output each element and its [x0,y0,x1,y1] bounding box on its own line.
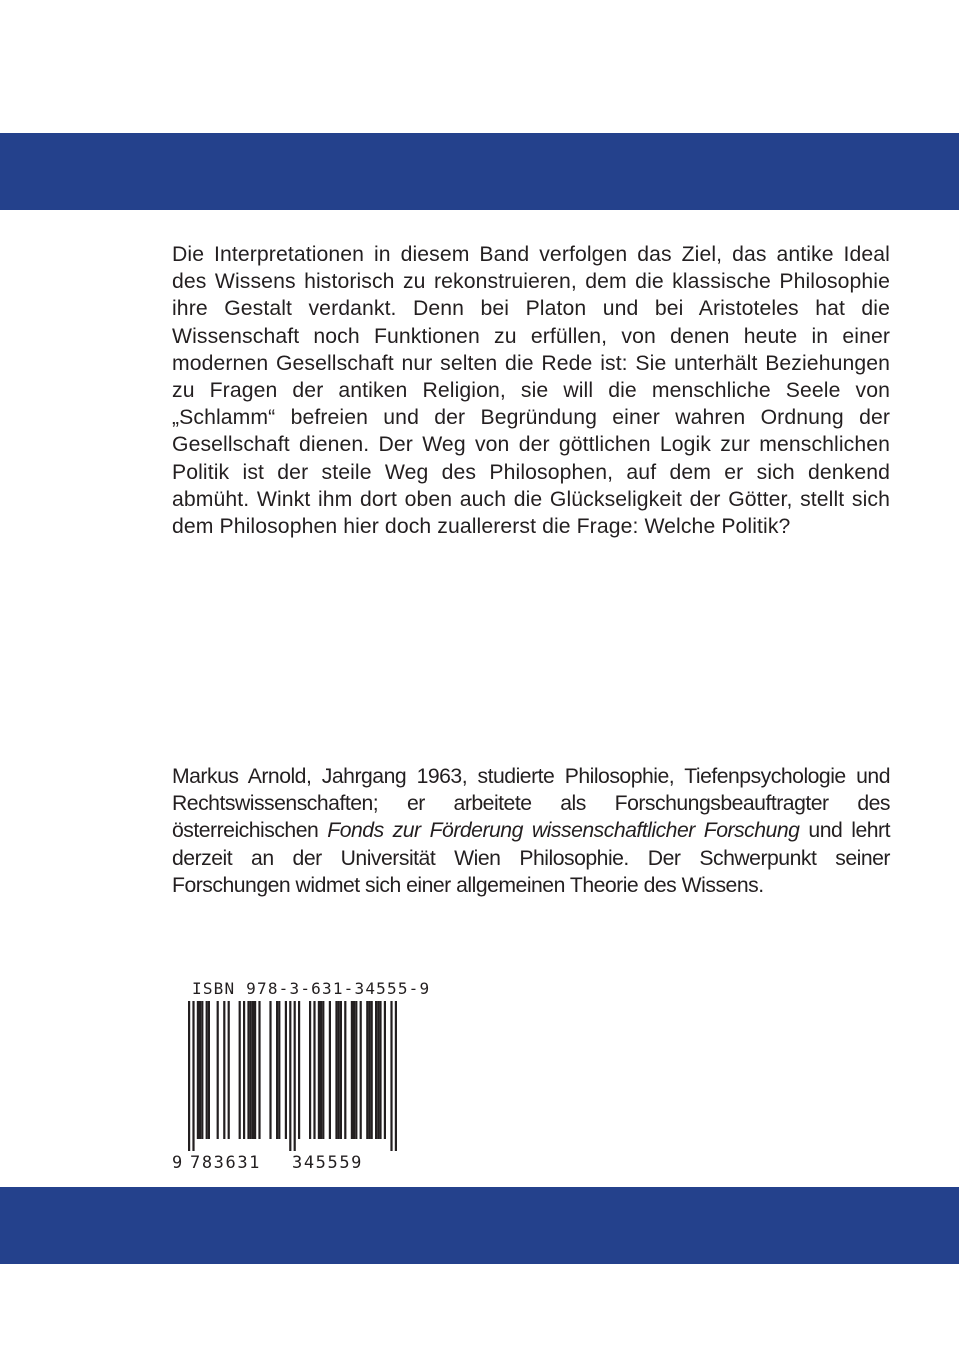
barcode-bar [276,1001,278,1139]
barcode-bar [243,1001,245,1139]
author-bio-text-start: Markus Arnold, Jahrgang 1963, studierte Philosophie, Tiefenpsychologie und Rechtswissenschaften; er arbeitete als Forschungsbeauftragter des österreichischen [172,765,890,843]
barcode-digits [170,1153,402,1174]
barcode-bar [208,1001,210,1139]
barcode-bar [197,1001,199,1139]
barcode-bar [201,1001,203,1139]
barcode-bar [384,1001,386,1139]
barcode-bar [278,1001,280,1139]
barcode-bar [390,1001,392,1151]
barcode-bar [351,1001,353,1139]
barcode-bar [285,1001,287,1139]
barcode-bar [318,1001,320,1139]
barcode-bar [355,1001,357,1139]
barcode-bar [223,1001,225,1139]
barcode-bar [344,1001,346,1139]
barcode-bar [366,1001,368,1139]
barcode-bar [368,1001,370,1139]
barcode-first-digit: 9 [172,1153,183,1173]
barcode-left-digits: 783631 [190,1153,262,1173]
barcode-bar [360,1001,362,1139]
barcode-bar [379,1001,381,1139]
barcode-bar [192,1001,194,1151]
barcode-bar [313,1001,315,1139]
bottom-color-band [0,1187,959,1264]
barcode-bar [254,1001,256,1139]
barcode-bar [294,1001,296,1151]
barcode-bar [309,1001,311,1139]
barcode-bar [371,1001,373,1139]
barcode-bar [206,1001,208,1139]
author-bio [172,763,890,899]
barcode-bar [250,1001,252,1139]
barcode-bar [289,1001,291,1151]
barcode-bar [353,1001,355,1139]
author-bio-fund-name: Fonds zur Förderung wissenschaftlicher Forschung [327,819,800,843]
barcode-bar [252,1001,254,1139]
book-description: Die Interpretationen in diesem Band verfolgen das Ziel, das antike Ideal des Wissens historisch zu rekonstruieren, dem die klassische Philosophie ihre Gestalt verdankt. Denn bei Platon und bei Aristoteles hat die Wissenschaft noch Funktionen zu erfüllen, von denen heute in einer modernen Gesellschaft nur selten die Rede ist: Sie unterhält Beziehungen zu Fragen der antiken Religion, sie will die menschliche Seele von „Schlamm“ befreien und der Begründung einer wahren Ordnung der Gesellschaft dienen. Der Weg von der göttlichen Logik zur menschlichen Politik ist der steile Weg des Philosophen, auf dem er sich denkend abmüht. Winkt ihm dort oben auch die Glückseligkeit der Götter, stellt sich dem Philosophen hier doch zuallererst die Frage: Welche Politik? [172,243,890,539]
barcode-right-digits: 345559 [292,1153,364,1173]
barcode-bar [375,1001,377,1139]
barcode-bar [322,1001,324,1139]
barcode-bar [239,1001,241,1139]
barcode-bar [320,1001,322,1139]
barcode-bar [329,1001,331,1139]
author-bio-text-end: und lehrt derzeit an der Universität Wien Philosophie. Der Schwerpunkt seiner Forschungen widmet sich einer allgemeinen Theorie des Wissens. [172,819,890,897]
barcode-bar [199,1001,201,1139]
isbn-barcode [170,979,431,1174]
top-color-band [0,133,959,210]
barcode-bar [188,1001,190,1151]
barcode-bar [217,1001,219,1139]
barcode-bar [340,1001,342,1139]
barcode-bar [395,1001,397,1151]
barcode-bars [170,1001,402,1151]
barcode-bar [335,1001,337,1139]
barcode-bar [269,1001,271,1139]
barcode-bar [228,1001,230,1139]
barcode-bar [338,1001,340,1139]
isbn-label: ISBN 978-3-631-34555-9 [192,979,431,998]
barcode-bar [247,1001,249,1139]
barcode-bar [258,1001,260,1139]
barcode-bar [377,1001,379,1139]
barcode-bar [298,1001,300,1139]
